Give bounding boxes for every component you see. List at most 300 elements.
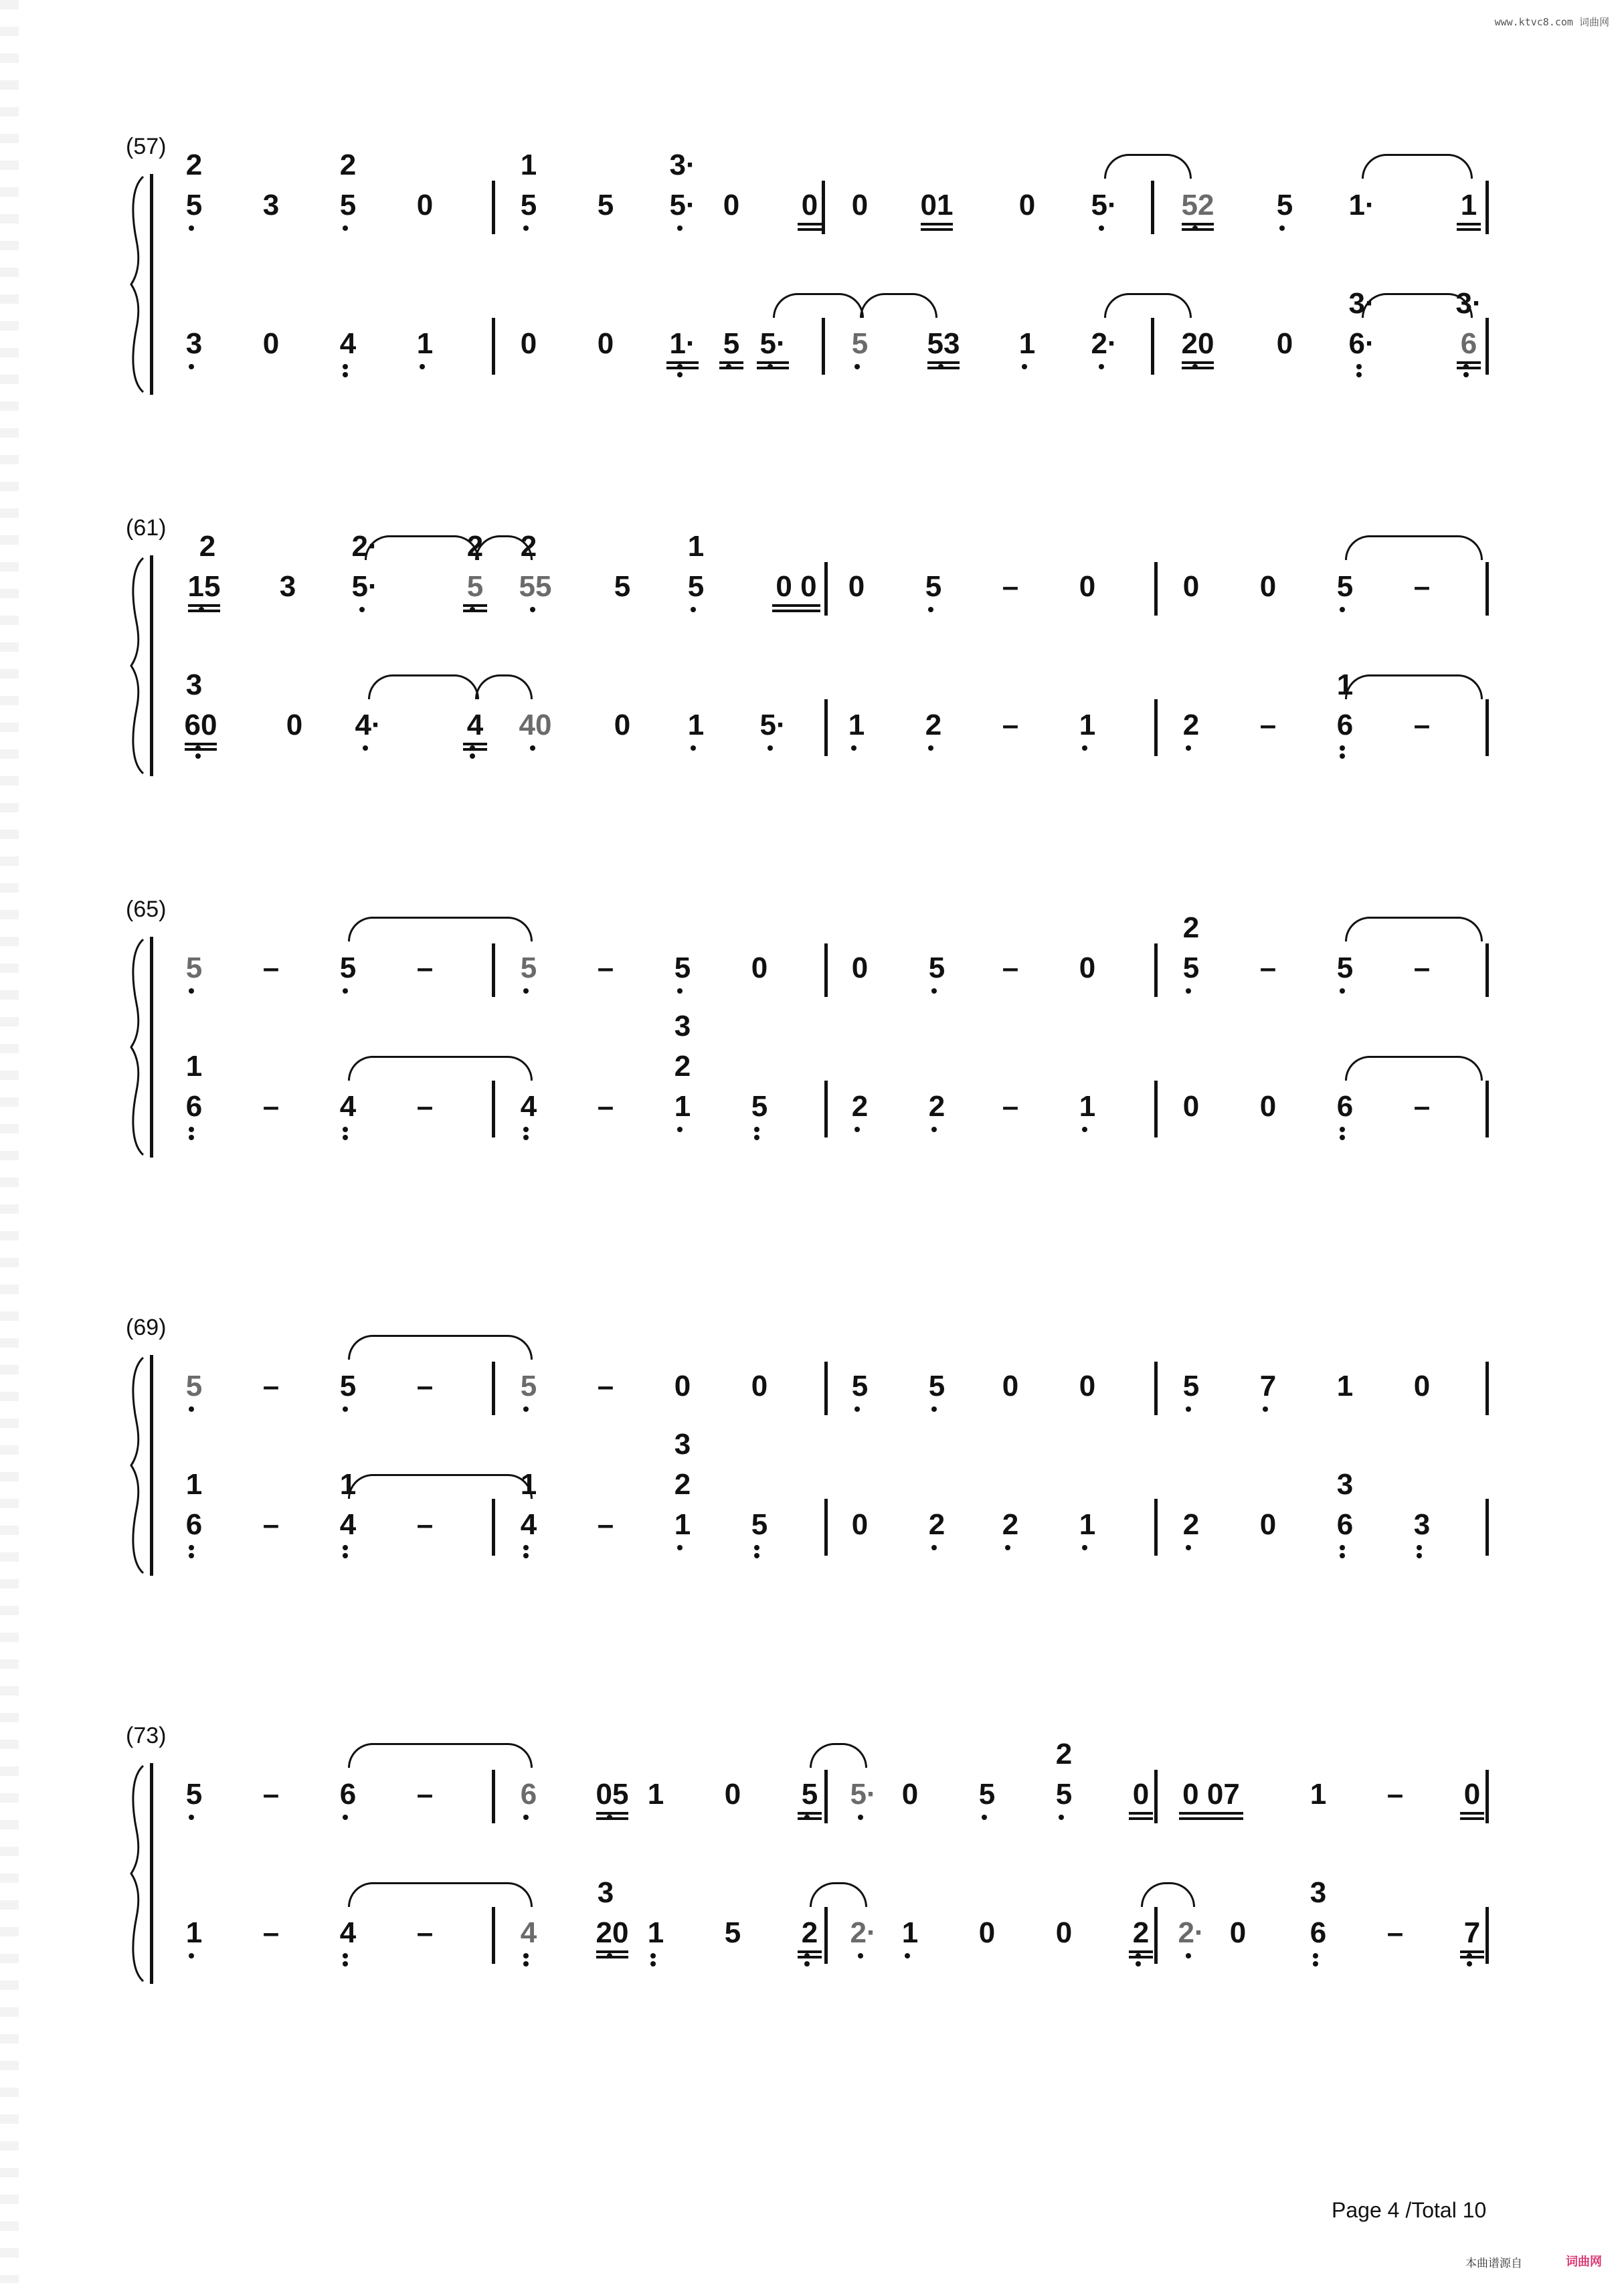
octave-dot xyxy=(768,745,773,751)
tie-slur xyxy=(348,1335,533,1360)
chord-note-upper: 2 xyxy=(520,530,537,563)
duration-underline xyxy=(1129,1812,1153,1815)
duration-underline xyxy=(596,1956,628,1958)
chord-note-upper: 1 xyxy=(687,530,705,563)
octave-dot xyxy=(420,364,425,369)
system-start-barline xyxy=(150,555,153,776)
octave-dot xyxy=(1099,225,1104,231)
barline-upper xyxy=(1485,1770,1489,1823)
octave-dot xyxy=(1313,1961,1318,1967)
note-lower: 20 xyxy=(596,1916,629,1949)
duration-underline xyxy=(1460,1812,1484,1815)
duration-underline xyxy=(1460,1817,1484,1820)
tie-slur xyxy=(1345,917,1483,941)
chord-note-lower: 3· xyxy=(1348,287,1375,320)
note-lower: – xyxy=(262,1090,280,1123)
note-lower: 40 xyxy=(519,709,552,741)
octave-dot xyxy=(343,1953,348,1958)
note-lower: 2· xyxy=(850,1916,877,1949)
octave-dot xyxy=(470,753,475,759)
barline-upper xyxy=(1485,562,1489,616)
note-lower: 0 xyxy=(286,709,303,741)
barline-upper xyxy=(824,1770,828,1823)
score-system xyxy=(0,515,1624,756)
chord-note-lower: 1 xyxy=(185,1468,203,1501)
tie-slur xyxy=(475,674,533,699)
barline-upper xyxy=(1485,181,1489,234)
octave-dot xyxy=(189,1953,194,1958)
barline-lower xyxy=(1485,699,1489,756)
octave-dot xyxy=(523,1545,529,1550)
duration-underline xyxy=(798,1950,822,1953)
note-lower: – xyxy=(416,1916,434,1949)
duration-underline xyxy=(463,610,487,612)
note-upper: 0 xyxy=(1182,570,1200,603)
barline-upper xyxy=(492,943,495,997)
site-url: www.ktvc8.com 词曲网 xyxy=(1494,16,1609,28)
octave-dot xyxy=(931,1406,937,1412)
note-lower: 4 xyxy=(520,1508,537,1541)
barline-upper xyxy=(824,1362,828,1415)
duration-underline xyxy=(719,361,743,364)
note-upper: – xyxy=(1002,570,1019,603)
note-lower: – xyxy=(1413,1090,1431,1123)
octave-dot xyxy=(523,1815,529,1820)
barline-lower xyxy=(1485,318,1489,375)
tie-slur xyxy=(810,1743,867,1768)
note-upper: 5 xyxy=(185,1778,203,1811)
note-lower: 0 xyxy=(262,327,280,360)
octave-dot xyxy=(1082,745,1087,751)
barline-lower xyxy=(822,318,825,375)
tie-slur xyxy=(348,1882,533,1907)
note-lower: 4 xyxy=(339,1508,357,1541)
note-lower: 5 xyxy=(723,327,740,360)
note-lower: 4 xyxy=(520,1090,537,1123)
note-lower: 1 xyxy=(1079,709,1096,741)
note-lower: 0 xyxy=(978,1916,996,1949)
octave-dot xyxy=(1186,1545,1191,1550)
note-lower: 3 xyxy=(1413,1508,1431,1541)
note-lower: – xyxy=(1002,709,1019,741)
note-lower: 0 xyxy=(1259,1508,1277,1541)
chord-note-upper: 2 xyxy=(1182,911,1200,944)
note-lower: – xyxy=(1259,709,1277,741)
measure-number: (57) xyxy=(126,134,167,159)
duration-underline xyxy=(757,361,789,364)
note-lower: 6· xyxy=(1348,327,1375,360)
note-lower: – xyxy=(262,1508,280,1541)
note-upper: 6 xyxy=(339,1778,357,1811)
note-upper: 6 xyxy=(520,1778,537,1811)
note-upper: 0 xyxy=(416,189,434,221)
octave-dot xyxy=(343,1961,348,1967)
note-upper: 5 xyxy=(185,189,203,221)
note-upper: 5 xyxy=(1276,189,1293,221)
octave-dot xyxy=(1186,1953,1191,1958)
note-upper: 7 xyxy=(1259,1370,1277,1402)
chord-note-lower: 3 xyxy=(185,668,203,701)
octave-dot xyxy=(523,1553,529,1558)
duration-underline xyxy=(798,1817,822,1820)
note-lower: 1 xyxy=(1079,1090,1096,1123)
octave-dot xyxy=(189,225,194,231)
chord-note-lower: 1 xyxy=(1336,668,1354,701)
note-lower: 1 xyxy=(901,1916,919,1949)
note-upper: 0 xyxy=(1463,1778,1481,1811)
duration-underline xyxy=(927,367,960,369)
octave-dot xyxy=(1313,1953,1318,1958)
note-lower: 1 xyxy=(848,709,865,741)
octave-dot xyxy=(1186,1406,1191,1412)
note-lower: 20 xyxy=(1181,327,1214,360)
octave-dot xyxy=(928,607,933,612)
measure-number: (65) xyxy=(126,897,167,922)
octave-dot xyxy=(754,1545,759,1550)
duration-underline xyxy=(1457,361,1481,364)
note-upper: 5 xyxy=(1182,951,1200,984)
note-upper: 0 xyxy=(1413,1370,1431,1402)
octave-dot xyxy=(1279,225,1285,231)
score-system xyxy=(0,1723,1624,1964)
note-upper: 5 xyxy=(597,189,614,221)
note-upper: 0 xyxy=(1002,1370,1019,1402)
note-upper: – xyxy=(262,1778,280,1811)
octave-dot xyxy=(677,1545,683,1550)
note-upper: 0 xyxy=(1132,1778,1150,1811)
duration-underline xyxy=(921,223,953,225)
barline-upper xyxy=(1151,181,1154,234)
octave-dot xyxy=(363,745,368,751)
duration-underline xyxy=(1129,1817,1153,1820)
note-upper: 5 xyxy=(339,951,357,984)
barline-upper xyxy=(1154,562,1158,616)
duration-underline xyxy=(185,748,217,751)
octave-dot xyxy=(858,1953,863,1958)
duration-underline xyxy=(1457,223,1481,225)
octave-dot xyxy=(359,607,365,612)
note-lower: 4 xyxy=(339,1090,357,1123)
duration-underline xyxy=(798,1812,822,1815)
barline-lower xyxy=(492,1499,495,1556)
chord-note-upper: 2 xyxy=(185,149,203,181)
site-logo: 词曲网 xyxy=(1566,2255,1602,2268)
octave-dot xyxy=(1022,364,1027,369)
duration-underline xyxy=(463,748,487,751)
note-lower: 1 xyxy=(1018,327,1036,360)
note-upper: 15 xyxy=(187,570,221,603)
octave-dot xyxy=(343,988,348,994)
octave-dot xyxy=(754,1127,759,1132)
note-lower: 2 xyxy=(928,1508,945,1541)
barline-lower xyxy=(1151,318,1154,375)
note-upper: 5 xyxy=(520,1370,537,1402)
duration-underline xyxy=(463,604,487,607)
note-upper: 0 xyxy=(1259,570,1277,603)
note-upper: – xyxy=(597,951,614,984)
octave-dot xyxy=(1340,745,1345,751)
note-lower: 2 xyxy=(928,1090,945,1123)
chord-note-upper: 2· xyxy=(351,530,378,563)
barline-upper xyxy=(492,181,495,234)
note-upper: 1 xyxy=(1310,1778,1327,1811)
note-lower: 1 xyxy=(674,1508,691,1541)
octave-dot xyxy=(1340,607,1345,612)
octave-dot xyxy=(1356,364,1362,369)
tie-slur xyxy=(1362,154,1473,179)
octave-dot xyxy=(1417,1553,1422,1558)
barline-upper xyxy=(492,1770,495,1823)
duration-underline xyxy=(185,743,217,745)
note-lower: 4 xyxy=(520,1916,537,1949)
note-upper: 5 xyxy=(466,570,484,603)
duration-underline xyxy=(719,367,743,369)
note-upper: 52 xyxy=(1181,189,1214,221)
note-upper: 5 xyxy=(339,1370,357,1402)
tie-slur xyxy=(368,674,479,699)
barline-lower xyxy=(1154,699,1158,756)
note-lower: – xyxy=(416,1508,434,1541)
system-start-barline xyxy=(150,174,153,395)
note-lower: 60 xyxy=(184,709,217,741)
octave-dot xyxy=(854,1406,860,1412)
note-lower: 0 xyxy=(851,1508,869,1541)
note-lower: 0 xyxy=(1259,1090,1277,1123)
note-upper: – xyxy=(1413,951,1431,984)
note-upper: 5 xyxy=(674,951,691,984)
octave-dot xyxy=(1082,1545,1087,1550)
note-lower: 0 xyxy=(1276,327,1293,360)
barline-upper xyxy=(1154,943,1158,997)
octave-dot xyxy=(1467,1961,1472,1967)
octave-dot xyxy=(1005,1545,1010,1550)
octave-dot xyxy=(189,988,194,994)
tie-slur xyxy=(1104,293,1192,318)
octave-dot xyxy=(931,988,937,994)
duration-underline xyxy=(927,361,960,364)
barline-lower xyxy=(824,699,828,756)
chord-note-lower: 3· xyxy=(1455,287,1482,320)
tie-slur xyxy=(365,535,479,560)
note-lower: 2 xyxy=(1132,1916,1150,1949)
note-lower: 5· xyxy=(759,327,786,360)
octave-dot xyxy=(189,1815,194,1820)
duration-underline xyxy=(1179,1817,1243,1820)
barline-lower xyxy=(492,318,495,375)
duration-underline xyxy=(757,367,789,369)
octave-dot xyxy=(523,225,529,231)
note-lower: 0 xyxy=(520,327,537,360)
octave-dot xyxy=(189,1127,194,1132)
note-upper: 0 xyxy=(1079,570,1096,603)
octave-dot xyxy=(931,1545,937,1550)
octave-dot xyxy=(691,745,696,751)
barline-upper xyxy=(492,1362,495,1415)
note-upper: 05 xyxy=(596,1778,629,1811)
octave-dot xyxy=(343,1406,348,1412)
octave-dot xyxy=(343,372,348,377)
chord-note-lower: 2 xyxy=(674,1468,691,1501)
note-upper: 5· xyxy=(669,189,696,221)
note-lower: 1 xyxy=(1079,1508,1096,1541)
note-lower: 0 xyxy=(597,327,614,360)
octave-dot xyxy=(854,364,860,369)
note-upper: – xyxy=(1413,570,1431,603)
note-lower: 2 xyxy=(925,709,942,741)
octave-dot xyxy=(343,364,348,369)
chord-note-lower: 1 xyxy=(185,1050,203,1083)
note-lower: 5 xyxy=(724,1916,741,1949)
tie-slur xyxy=(1104,154,1192,179)
octave-dot xyxy=(928,745,933,751)
note-lower: 2 xyxy=(801,1916,818,1949)
note-upper: 5 xyxy=(851,1370,869,1402)
page-indicator: Page 4 /Total 10 xyxy=(1332,2198,1487,2222)
barline-lower xyxy=(1154,1081,1158,1137)
duration-underline xyxy=(798,1956,822,1958)
note-upper: – xyxy=(1386,1778,1404,1811)
tie-slur xyxy=(1345,1056,1483,1081)
note-upper: – xyxy=(416,951,434,984)
note-lower: 3 xyxy=(185,327,203,360)
octave-dot xyxy=(1082,1127,1087,1132)
score-system xyxy=(0,134,1624,375)
tie-slur xyxy=(860,293,937,318)
note-lower: 2 xyxy=(1182,1508,1200,1541)
note-upper: 5· xyxy=(850,1778,877,1811)
octave-dot xyxy=(343,225,348,231)
note-upper: 0 xyxy=(674,1370,691,1402)
note-upper: 5· xyxy=(351,570,378,603)
score-system xyxy=(0,1315,1624,1556)
barline-upper xyxy=(822,181,825,234)
chord-note-upper: 2 xyxy=(199,530,216,563)
octave-dot xyxy=(858,1815,863,1820)
tie-slur xyxy=(348,917,533,941)
system-start-barline xyxy=(150,1355,153,1576)
measure-number: (69) xyxy=(126,1315,167,1340)
note-lower: 53 xyxy=(927,327,960,360)
barline-upper xyxy=(1485,943,1489,997)
note-upper: 5 xyxy=(928,1370,945,1402)
note-upper: – xyxy=(597,1370,614,1402)
note-lower: 0 xyxy=(1182,1090,1200,1123)
tie-slur xyxy=(348,1474,533,1499)
note-upper: 0 xyxy=(1079,1370,1096,1402)
note-lower: 6 xyxy=(1336,1090,1354,1123)
octave-dot xyxy=(189,1545,194,1550)
octave-dot xyxy=(343,1815,348,1820)
note-upper: 5 xyxy=(614,570,631,603)
note-upper: – xyxy=(416,1370,434,1402)
tie-slur xyxy=(1141,1882,1195,1907)
note-lower: – xyxy=(416,1090,434,1123)
note-upper: 5 xyxy=(339,189,357,221)
note-lower: 1· xyxy=(669,327,696,360)
note-lower: 5 xyxy=(851,327,869,360)
octave-dot xyxy=(1417,1545,1422,1550)
note-upper: 0 xyxy=(751,951,768,984)
note-lower: 5 xyxy=(751,1508,768,1541)
chord-note-upper: 1 xyxy=(520,149,537,181)
octave-dot xyxy=(189,364,194,369)
duration-underline xyxy=(596,1812,628,1815)
octave-dot xyxy=(677,225,683,231)
note-lower: – xyxy=(1002,1090,1019,1123)
note-upper: 1 xyxy=(647,1778,664,1811)
note-upper: 1 xyxy=(1460,189,1477,221)
note-lower: 2 xyxy=(1002,1508,1019,1541)
tie-slur xyxy=(1345,674,1483,699)
octave-dot xyxy=(1340,1127,1345,1132)
note-upper: 1· xyxy=(1348,189,1375,221)
measure-number: (61) xyxy=(126,515,167,541)
octave-dot xyxy=(804,1961,810,1967)
duration-underline xyxy=(596,1950,628,1953)
note-lower: 2· xyxy=(1091,327,1117,360)
note-upper: 0 xyxy=(848,570,865,603)
octave-dot xyxy=(677,988,683,994)
note-upper: 0 xyxy=(851,189,869,221)
note-lower: 1 xyxy=(687,709,705,741)
octave-dot xyxy=(523,988,529,994)
note-lower: 6 xyxy=(1336,1508,1354,1541)
duration-underline xyxy=(666,367,699,369)
chord-note-lower: 3 xyxy=(674,1428,691,1461)
note-lower: 5· xyxy=(759,709,786,741)
tie-slur xyxy=(1362,293,1473,318)
duration-underline xyxy=(772,610,820,612)
octave-dot xyxy=(523,1961,529,1967)
note-lower: 4 xyxy=(339,1916,357,1949)
duration-underline xyxy=(798,223,822,225)
note-upper: 0 xyxy=(1018,189,1036,221)
chord-note-lower: 3 xyxy=(1336,1468,1354,1501)
note-upper: 0 xyxy=(801,189,818,221)
octave-dot xyxy=(1340,1553,1345,1558)
note-lower: 6 xyxy=(1460,327,1477,360)
note-upper: 5 xyxy=(978,1778,996,1811)
note-upper: 3 xyxy=(262,189,280,221)
note-lower: – xyxy=(262,1916,280,1949)
note-upper: 5 xyxy=(520,189,537,221)
note-upper: 01 xyxy=(920,189,954,221)
note-upper: 0 07 xyxy=(1182,1778,1240,1811)
note-lower: 2 xyxy=(851,1090,869,1123)
duration-underline xyxy=(921,228,953,231)
tie-slur xyxy=(348,1056,533,1081)
octave-dot xyxy=(1463,372,1469,377)
note-upper: 5 xyxy=(801,1778,818,1811)
octave-dot xyxy=(1340,753,1345,759)
duration-underline xyxy=(1460,1950,1484,1953)
octave-dot xyxy=(1099,364,1104,369)
note-upper: 3 xyxy=(279,570,296,603)
octave-dot xyxy=(931,1127,937,1132)
note-lower: 6 xyxy=(1310,1916,1327,1949)
note-upper: – xyxy=(1002,951,1019,984)
chord-note-lower: 3 xyxy=(597,1876,614,1909)
duration-underline xyxy=(596,1817,628,1820)
duration-underline xyxy=(188,610,220,612)
note-upper: 0 0 xyxy=(776,570,817,603)
note-lower: 5 xyxy=(751,1090,768,1123)
note-lower: 6 xyxy=(1336,709,1354,741)
octave-dot xyxy=(905,1953,910,1958)
note-lower: 6 xyxy=(185,1090,203,1123)
duration-underline xyxy=(1457,367,1481,369)
octave-dot xyxy=(343,1135,348,1140)
